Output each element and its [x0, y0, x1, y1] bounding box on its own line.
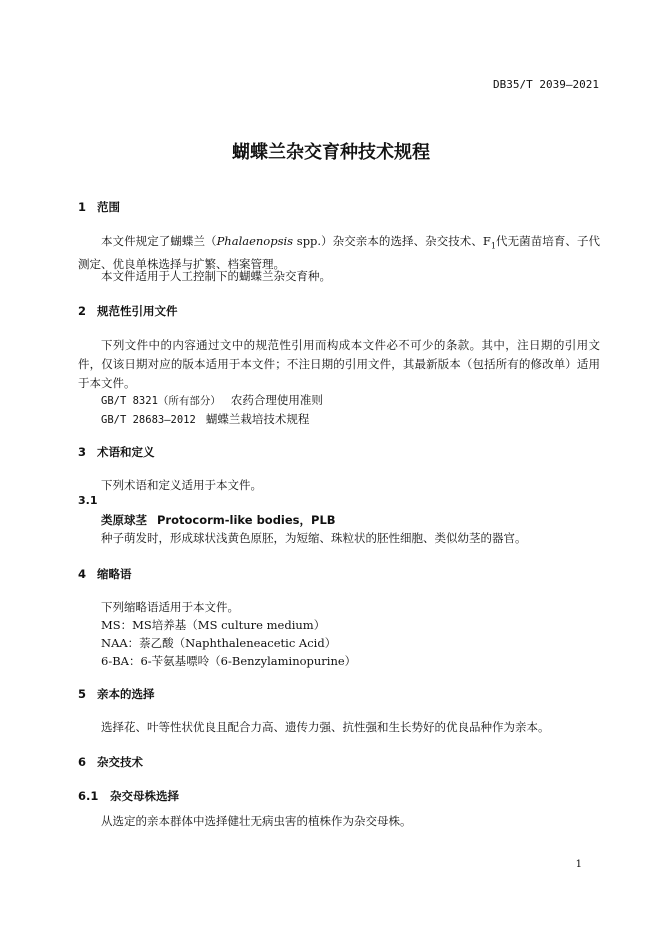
section-number: 4: [78, 567, 87, 581]
terms-intro: 下列术语和定义适用于本文件。: [101, 478, 262, 492]
abbreviation-item: MS：MS培养基（MS culture medium）: [101, 618, 326, 632]
section-title: 缩略语: [97, 567, 132, 581]
section-heading-parent-selection: [78, 686, 155, 702]
reference-item: [101, 411, 309, 427]
section-number: 5: [78, 687, 87, 701]
species-name: Phalaenopsis: [216, 234, 294, 248]
reference-item: [101, 392, 323, 408]
document-number: DB35/T 2039—2021: [493, 78, 599, 91]
section-number: 6: [78, 755, 87, 769]
text-run: 本文件规定了蝴蝶兰（: [101, 234, 217, 248]
section-title: 杂交技术: [97, 755, 143, 769]
subsection-heading-mother-plant: [78, 788, 179, 804]
section-number: 2: [78, 304, 87, 318]
subsection-title: 杂交母株选择: [110, 789, 179, 803]
reference-code: GB/T 28683—2012: [101, 414, 196, 426]
mother-plant-paragraph: 从选定的亲本群体中选择健壮无病虫害的植株作为杂交母株。: [101, 814, 412, 828]
reference-code: GB/T 8321（所有部分）: [101, 395, 221, 407]
section-heading-hybridization: [78, 754, 143, 770]
abbreviation-item: 6-BA：6-苄氨基嘌呤（6-Benzylaminopurine）: [101, 654, 357, 668]
section-heading-normative-references: [78, 303, 178, 319]
text-run: 代无菌苗培育、子代测定、优良单株选择与扩繁、档案管理。: [78, 234, 601, 272]
parent-selection-paragraph: 选择花、叶等性状优良且配合力高、遗传力强、抗性强和生长势好的优良品种作为亲本。: [101, 720, 550, 734]
section-number: 3: [78, 445, 87, 459]
subsection-number: 6.1: [78, 789, 99, 803]
section-heading-terms: [78, 444, 155, 460]
reference-title: 蝴蝶兰栽培技术规程: [205, 412, 310, 426]
page-number: 1: [575, 859, 582, 870]
section-title: 亲本的选择: [97, 687, 155, 701]
term-definition: 种子萌发时，形成球状浅黄色原胚，为短缩、珠粒状的胚性细胞、类似幼茎的器官。: [101, 531, 527, 545]
text-run: spp.）杂交亲本的选择、杂交技术、F: [293, 234, 491, 248]
section-title: 规范性引用文件: [97, 304, 178, 318]
section-title: 术语和定义: [97, 445, 155, 459]
section-heading-abbreviations: [78, 566, 132, 582]
abbreviations-intro: 下列缩略语适用于本文件。: [101, 600, 239, 614]
term-english: Protocorm-like bodies，PLB: [157, 513, 336, 527]
scope-applicability: 本文件适用于人工控制下的蝴蝶兰杂交育种。: [101, 269, 331, 283]
document-title: 蝴蝶兰杂交育种技术规程: [232, 142, 430, 163]
term-number: 3.1: [78, 494, 98, 507]
section-title: 范围: [97, 200, 120, 214]
section-heading-scope: [78, 199, 120, 215]
section-number: 1: [78, 200, 87, 214]
abbreviation-item: NAA：萘乙酸（Naphthaleneacetic Acid）: [101, 636, 337, 650]
term-chinese: 类原球茎: [101, 513, 147, 527]
term-name: [101, 512, 336, 528]
subscript: 1: [490, 241, 496, 251]
references-paragraph: 下列文件中的内容通过文中的规范性引用而构成本文件必不可少的条款。其中，注日期的引用文件，仅该日期对应的版本适用于本文件；不注日期的引用文件，其最新版本（包括所有的修改单）适用于本文件。: [78, 338, 600, 390]
reference-title: 农药合理使用准则: [230, 393, 323, 407]
